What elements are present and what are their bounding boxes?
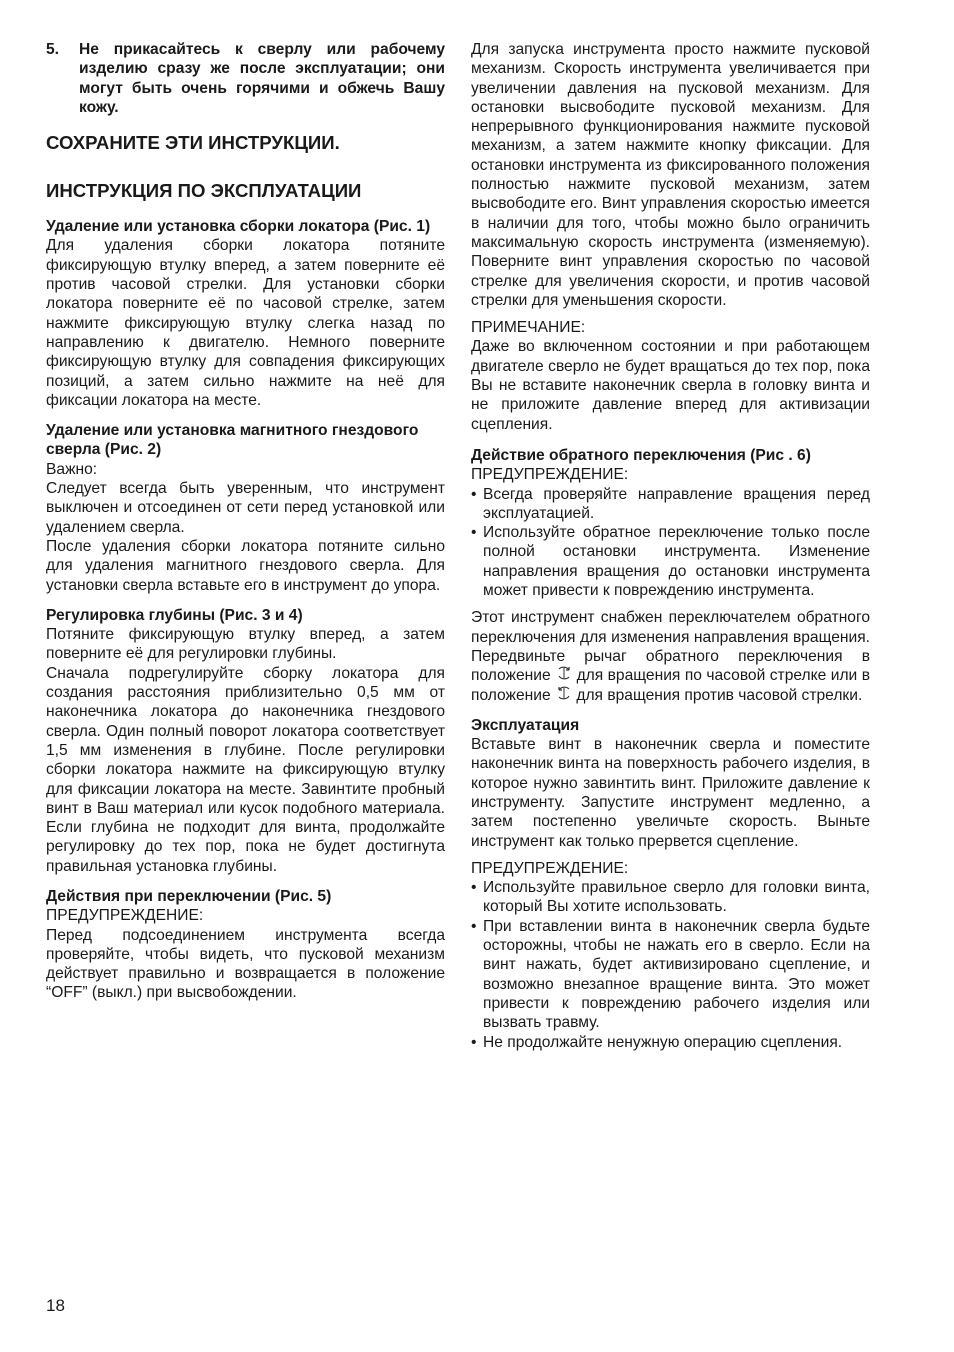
magnetic-bit-heading: Удаление или установка магнитного гнездового сверла (Рис. 2): [46, 422, 419, 459]
note-label: ПРИМЕЧАНИЕ:: [471, 319, 586, 337]
locator-heading: Удаление или установка сборки локатора (Рис. 1): [46, 218, 431, 236]
switch-caution-label: ПРЕДУПРЕЖДЕНИЕ:: [46, 907, 204, 925]
list-item: • Используйте правильное сверло для головки винта, который Вы хотите использовать.: [471, 879, 870, 916]
bullet: •: [471, 917, 477, 935]
switch-caution-text: Перед подсоединением инструмента всегда проверяйте, чтобы видеть, что пусковой механизм действует правильно и возвращается в положение “OFF” (выкл.) при высвобождении.: [46, 926, 445, 1002]
item-text: Не прикасайтесь к сверлу или рабочему изделию сразу же после эксплуатации; они могут быть очень горячими и обжечь Вашу кожу.: [79, 41, 445, 116]
item-number: 5.: [46, 41, 60, 58]
bullet: •: [471, 879, 477, 897]
reverse-caution-list: [471, 485, 870, 601]
operation-heading: Эксплуатация: [471, 716, 580, 734]
list-item: • Используйте обратное переключение только после полной остановки инструмента. Изменение направления вращения до остановки инструмента может привести к повреждению инструмента.: [471, 524, 870, 600]
list-item: • Не продолжайте ненужную операцию сцепления.: [471, 1033, 843, 1051]
save-instructions-heading: СОХРАНИТЕ ЭТИ ИНСТРУКЦИИ.: [46, 132, 340, 154]
left-column: [46, 40, 445, 1003]
depth-paragraph-2: Сначала подрегулируйте сборку локатора для создания расстояния приблизительно 0,5 мм от наконечника локатора до наконечника гнездового сверла. Один полный поворот локатора соответствует 1,5 мм изменения в глубине. После регулировки сборки локатора нажмите на фиксирующую втулку для фиксации локатора на месте. Завинтите пробный винт в Ваш материал или кусок подобного материала. Если глубина не подходит для винта, продолжайте регулировку до тех пор, пока не будет достигнута правильная установка глубины.: [46, 664, 445, 875]
important-text: Следует всегда быть уверенным, что инструмент выключен и отсоединен от сети перед установкой или удалением сверла.: [46, 480, 445, 536]
note-text: Даже во включенном состоянии и при работающем двигателе сверло не будет вращаться до тех пор, пока Вы не вставите наконечник сверла в головку винта и не приложите давление вперед для активизации сцепления.: [471, 338, 870, 433]
right-column: [471, 40, 870, 1052]
bullet: •: [471, 524, 477, 542]
operation-caution-list: [471, 878, 870, 1052]
switch-body: Для запуска инструмента просто нажмите пусковой механизм. Скорость инструмента увеличивается при увеличении давления на пусковой механизм. Для остановки высвободите пусковой механизм. Для непрерывного функционирования нажмите пусковой механизм, а затем нажмите кнопку фиксации. Для остановки инструмента из фиксированного положения полностью нажмите пусковой механизм, затем высвободите его. Винт управления скоростью имеется в наличии для того, чтобы можно было ограничить максимальную скорость инструмента (изменяемую). Поверните винт управления скоростью по часовой стрелке для увеличения скорости, и против часовой стрелки для уменьшения скорости.: [471, 41, 870, 309]
reverse-caution-label: ПРЕДУПРЕЖДЕНИЕ:: [471, 466, 629, 484]
important-label: Важно:: [46, 460, 98, 478]
operation-caution-label: ПРЕДУПРЕЖДЕНИЕ:: [471, 859, 629, 877]
reverse-heading: Действие обратного переключения (Рис . 6): [471, 446, 811, 464]
locator-body: Для удаления сборки локатора потяните фиксирующую втулку вперед, а затем поверните её против часовой стрелки. Для установки сборки локатора поверните её по часовой стрелке, затем нажмите фиксирующую втулку слегка назад по направлению к двигателю. Немного поверните фиксирующую втулку для совпадения фиксирующих позиций, а затем сильно нажмите на неё для фиксации локатора на месте.: [46, 237, 445, 409]
switch-heading: Действия при переключении (Рис. 5): [46, 887, 332, 905]
page-number: 18: [46, 1296, 65, 1315]
operation-body: Вставьте винт в наконечник сверла и поместите наконечник винта на поверхность рабочего изделия, в которое нужно завинтить винт. Приложите давление к инструменту. Запустите инструмент медленно, а затем постепенно увеличьте скорость. Выньте инструмент как только прервется сцепление.: [471, 736, 870, 850]
depth-heading: Регулировка глубины (Рис. 3 и 4): [46, 606, 303, 624]
operating-instructions-heading: ИНСТРУКЦИЯ ПО ЭКСПЛУАТАЦИИ: [46, 180, 362, 202]
bullet: •: [471, 485, 477, 503]
warning-item-5: [46, 40, 445, 117]
reverse-body: Этот инструмент снабжен переключателем обратного переключения для изменения направления вращения. Передвиньте рычаг обратного переключения в положение для вращения по часовой стрелке или в положение для вращения против часовой стрелки.: [471, 609, 870, 704]
rotate-counterclockwise-icon: [555, 686, 572, 705]
list-item: • Всегда проверяйте направление вращения перед эксплуатацией.: [471, 485, 870, 522]
rotate-clockwise-icon: [555, 666, 572, 685]
depth-paragraph-1: Потяните фиксирующую втулку вперед, а затем поверните её для регулировки глубины.: [46, 626, 445, 663]
list-item: • При вставлении винта в наконечник сверла будьте осторожны, чтобы не нажать его в сверло. Если на винт нажать, будет активизировано сцепление, и возможно внезапное вращение винта. Это может привести к повреждению рабочего изделия или вызвать травму.: [471, 917, 870, 1032]
magnetic-bit-body: После удаления сборки локатора потяните сильно для удаления магнитного гнездового сверла. Для установки сверла вставьте его в инструмент до упора.: [46, 537, 445, 594]
bullet: •: [471, 1033, 477, 1051]
